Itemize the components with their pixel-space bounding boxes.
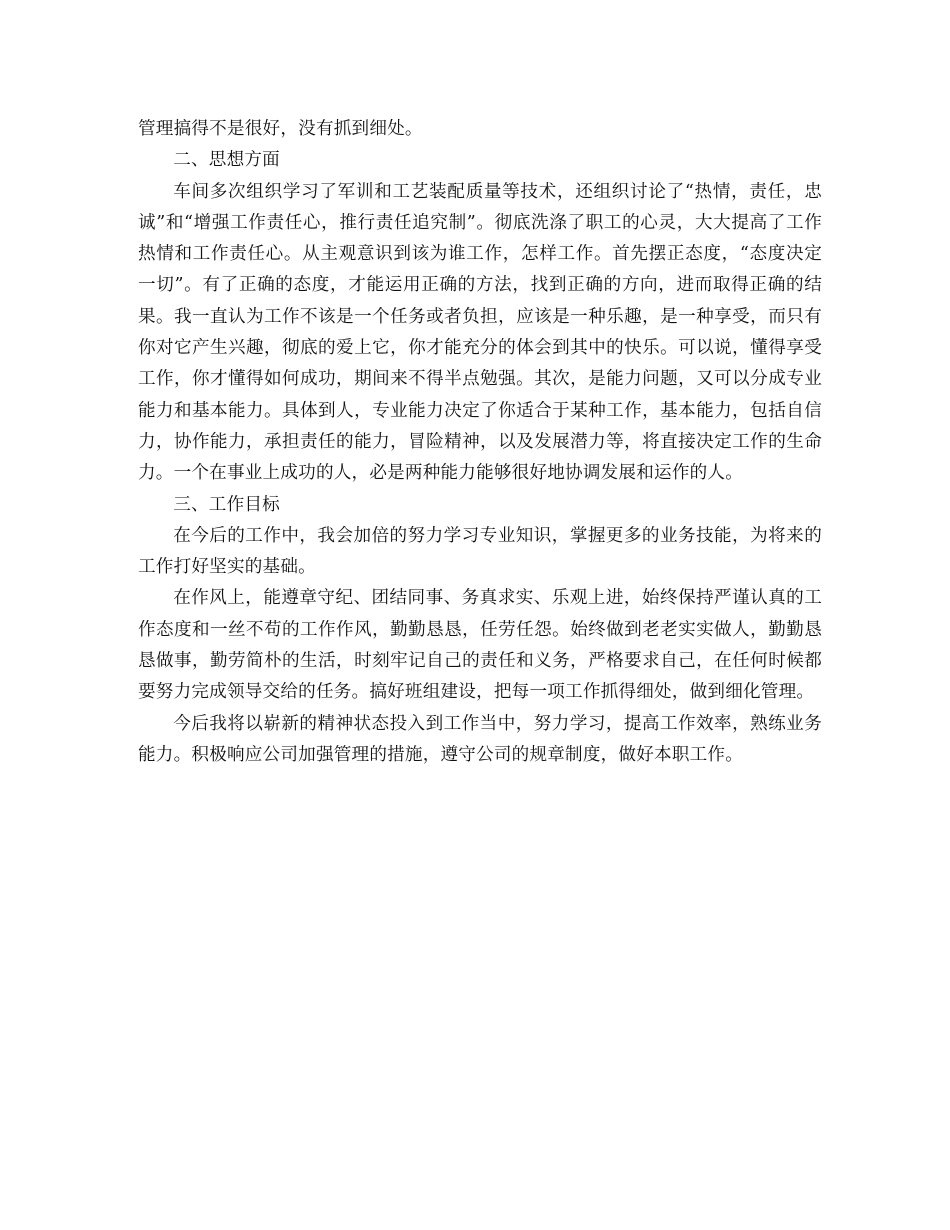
section-heading-thought: 二、思想方面 — [173, 150, 280, 171]
paragraph-continuation: 管理搞得不是很好，没有抓到细处。 — [138, 119, 423, 139]
paragraph-thought: 车间多次组织学习了军训和工艺装配质量等技术，还组织讨论了“热情，责任，忠诚”和“增强工作责任心，推行责任追究制”。彻底洗涤了职工的心灵，大大提高了工作热情和工作责任心。从主观意识到该为谁工作，怎样工作。首先摆正态度，“态度决定一切”。有了正确的态度，才能运用正确的方法，找到正确的方向，进而取得正确的结果。我一直认为工作不该是一个任务或者负担，应该是一种乐趣，是一种享受，而只有你对它产生兴趣，彻底的爱上它，你才能充分的体会到其中的快乐。可以说，懂得享受工作，你才懂得如何成功，期间来不得半点勉强。其次，是能力问题，又可以分成专业能力和基本能力。具体到人，专业能力决定了你适合于某种工作，基本能力，包括自信力，协作能力，承担责任的能力，冒险精神，以及发展潜力等，将直接决定工作的生命力。一个在事业上成功的人，必是两种能力能够很好地协调发展和运作的人。 — [138, 181, 822, 484]
section-heading-goals: 三、工作目标 — [173, 494, 280, 515]
document-body — [138, 114, 822, 771]
paragraph-goals-study: 在今后的工作中，我会加倍的努力学习专业知识，掌握更多的业务技能，为将来的工作打好坚实的基础。 — [138, 525, 822, 578]
paragraph-goals-future: 今后我将以崭新的精神状态投入到工作当中，努力学习，提高工作效率，熟练业务能力。积极响应公司加强管理的措施，遵守公司的规章制度，做好本职工作。 — [138, 713, 822, 765]
paragraph-goals-style: 在作风上，能遵章守纪、团结同事、务真求实、乐观上进，始终保持严谨认真的工作态度和一丝不苟的工作作风，勤勤恳恳，任劳任怨。始终做到老老实实做人，勤勤恳恳做事，勤劳简朴的生活，时刻牢记自己的责任和义务，严格要求自己，在任何时候都要努力完成领导交给的任务。搞好班组建设，把每一项工作抓得细处，做到细化管理。 — [138, 588, 822, 703]
